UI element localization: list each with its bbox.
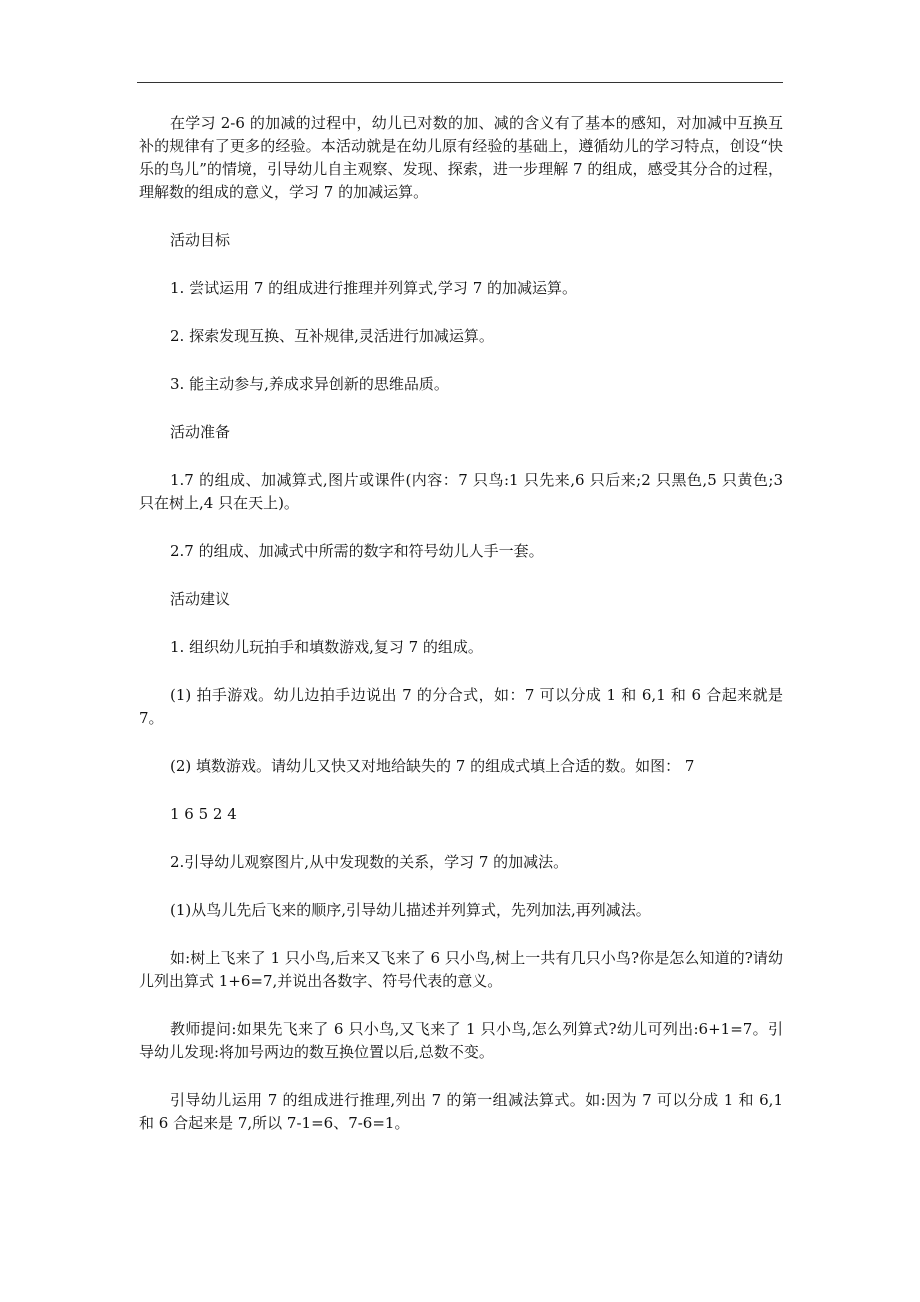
document-body: [139, 112, 783, 1160]
section-heading-goals: 活动目标: [170, 231, 231, 249]
suggestion-item-2: 2.引导幼儿观察图片,从中发现数的关系，学习 7 的加减法。: [170, 853, 569, 871]
fill-number-game-paragraph: (2) 填数游戏。请幼儿又快又对地给缺失的 7 的组成式填上合适的数。如图： 7: [170, 757, 695, 775]
section-heading-preparation: 活动准备: [170, 423, 231, 441]
teacher-question-paragraph: 教师提问:如果先飞来了 6 只小鸟,又飞来了 1 只小鸟,怎么列算式?幼儿可列出:6+1=7。引导幼儿发现:将加号两边的数互换位置以后,总数不变。: [139, 1020, 783, 1061]
goal-item-3: 3. 能主动参与,养成求异创新的思维品质。: [170, 375, 449, 393]
suggestion-item-1: 1. 组织幼儿玩拍手和填数游戏,复习 7 的组成。: [170, 638, 483, 656]
section-heading-suggestions: 活动建议: [170, 590, 231, 608]
goal-item-2: 2. 探索发现互换、互补规律,灵活进行加减运算。: [170, 327, 494, 345]
number-row: 1 6 5 2 4: [170, 805, 237, 823]
intro-paragraph: 在学习 2-6 的加减的过程中，幼儿已对数的加、减的含义有了基本的感知，对加减中互换互补的规律有了更多的经验。本活动就是在幼儿原有经验的基础上，遵循幼儿的学习特点，创设“快乐的鸟儿”的情境，引导幼儿自主观察、发现、探索，进一步理解 7 的组成，感受其分合的过程，理解数的组成的意义，学习 7 的加减运算。: [139, 114, 783, 201]
bird-order-paragraph: (1)从鸟儿先后飞来的顺序,引导幼儿描述并列算式，先列加法,再列减法。: [170, 901, 651, 919]
preparation-item-2: 2.7 的组成、加减式中所需的数字和符号幼儿人手一套。: [170, 542, 544, 560]
header-rule: [137, 82, 783, 83]
clapping-game-paragraph: (1) 拍手游戏。幼儿边拍手边说出 7 的分合式，如：7 可以分成 1 和 6,1 和 6 合起来就是 7。: [139, 686, 783, 727]
preparation-item-1: 1.7 的组成、加减算式,图片或课件(内容：7 只鸟:1 只先来,6 只后来;2 只黑色,5 只黄色;3 只在树上,4 只在天上)。: [139, 471, 783, 512]
goal-item-1: 1. 尝试运用 7 的组成进行推理并列算式,学习 7 的加减运算。: [170, 279, 578, 297]
subtraction-paragraph: 引导幼儿运用 7 的组成进行推理,列出 7 的第一组减法算式。如:因为 7 可以分成 1 和 6,1 和 6 合起来是 7,所以 7-1=6、7-6=1。: [139, 1091, 783, 1132]
example-paragraph: 如:树上飞来了 1 只小鸟,后来又飞来了 6 只小鸟,树上一共有几只小鸟?你是怎么知道的?请幼儿列出算式 1+6=7,并说出各数字、符号代表的意义。: [139, 949, 783, 990]
